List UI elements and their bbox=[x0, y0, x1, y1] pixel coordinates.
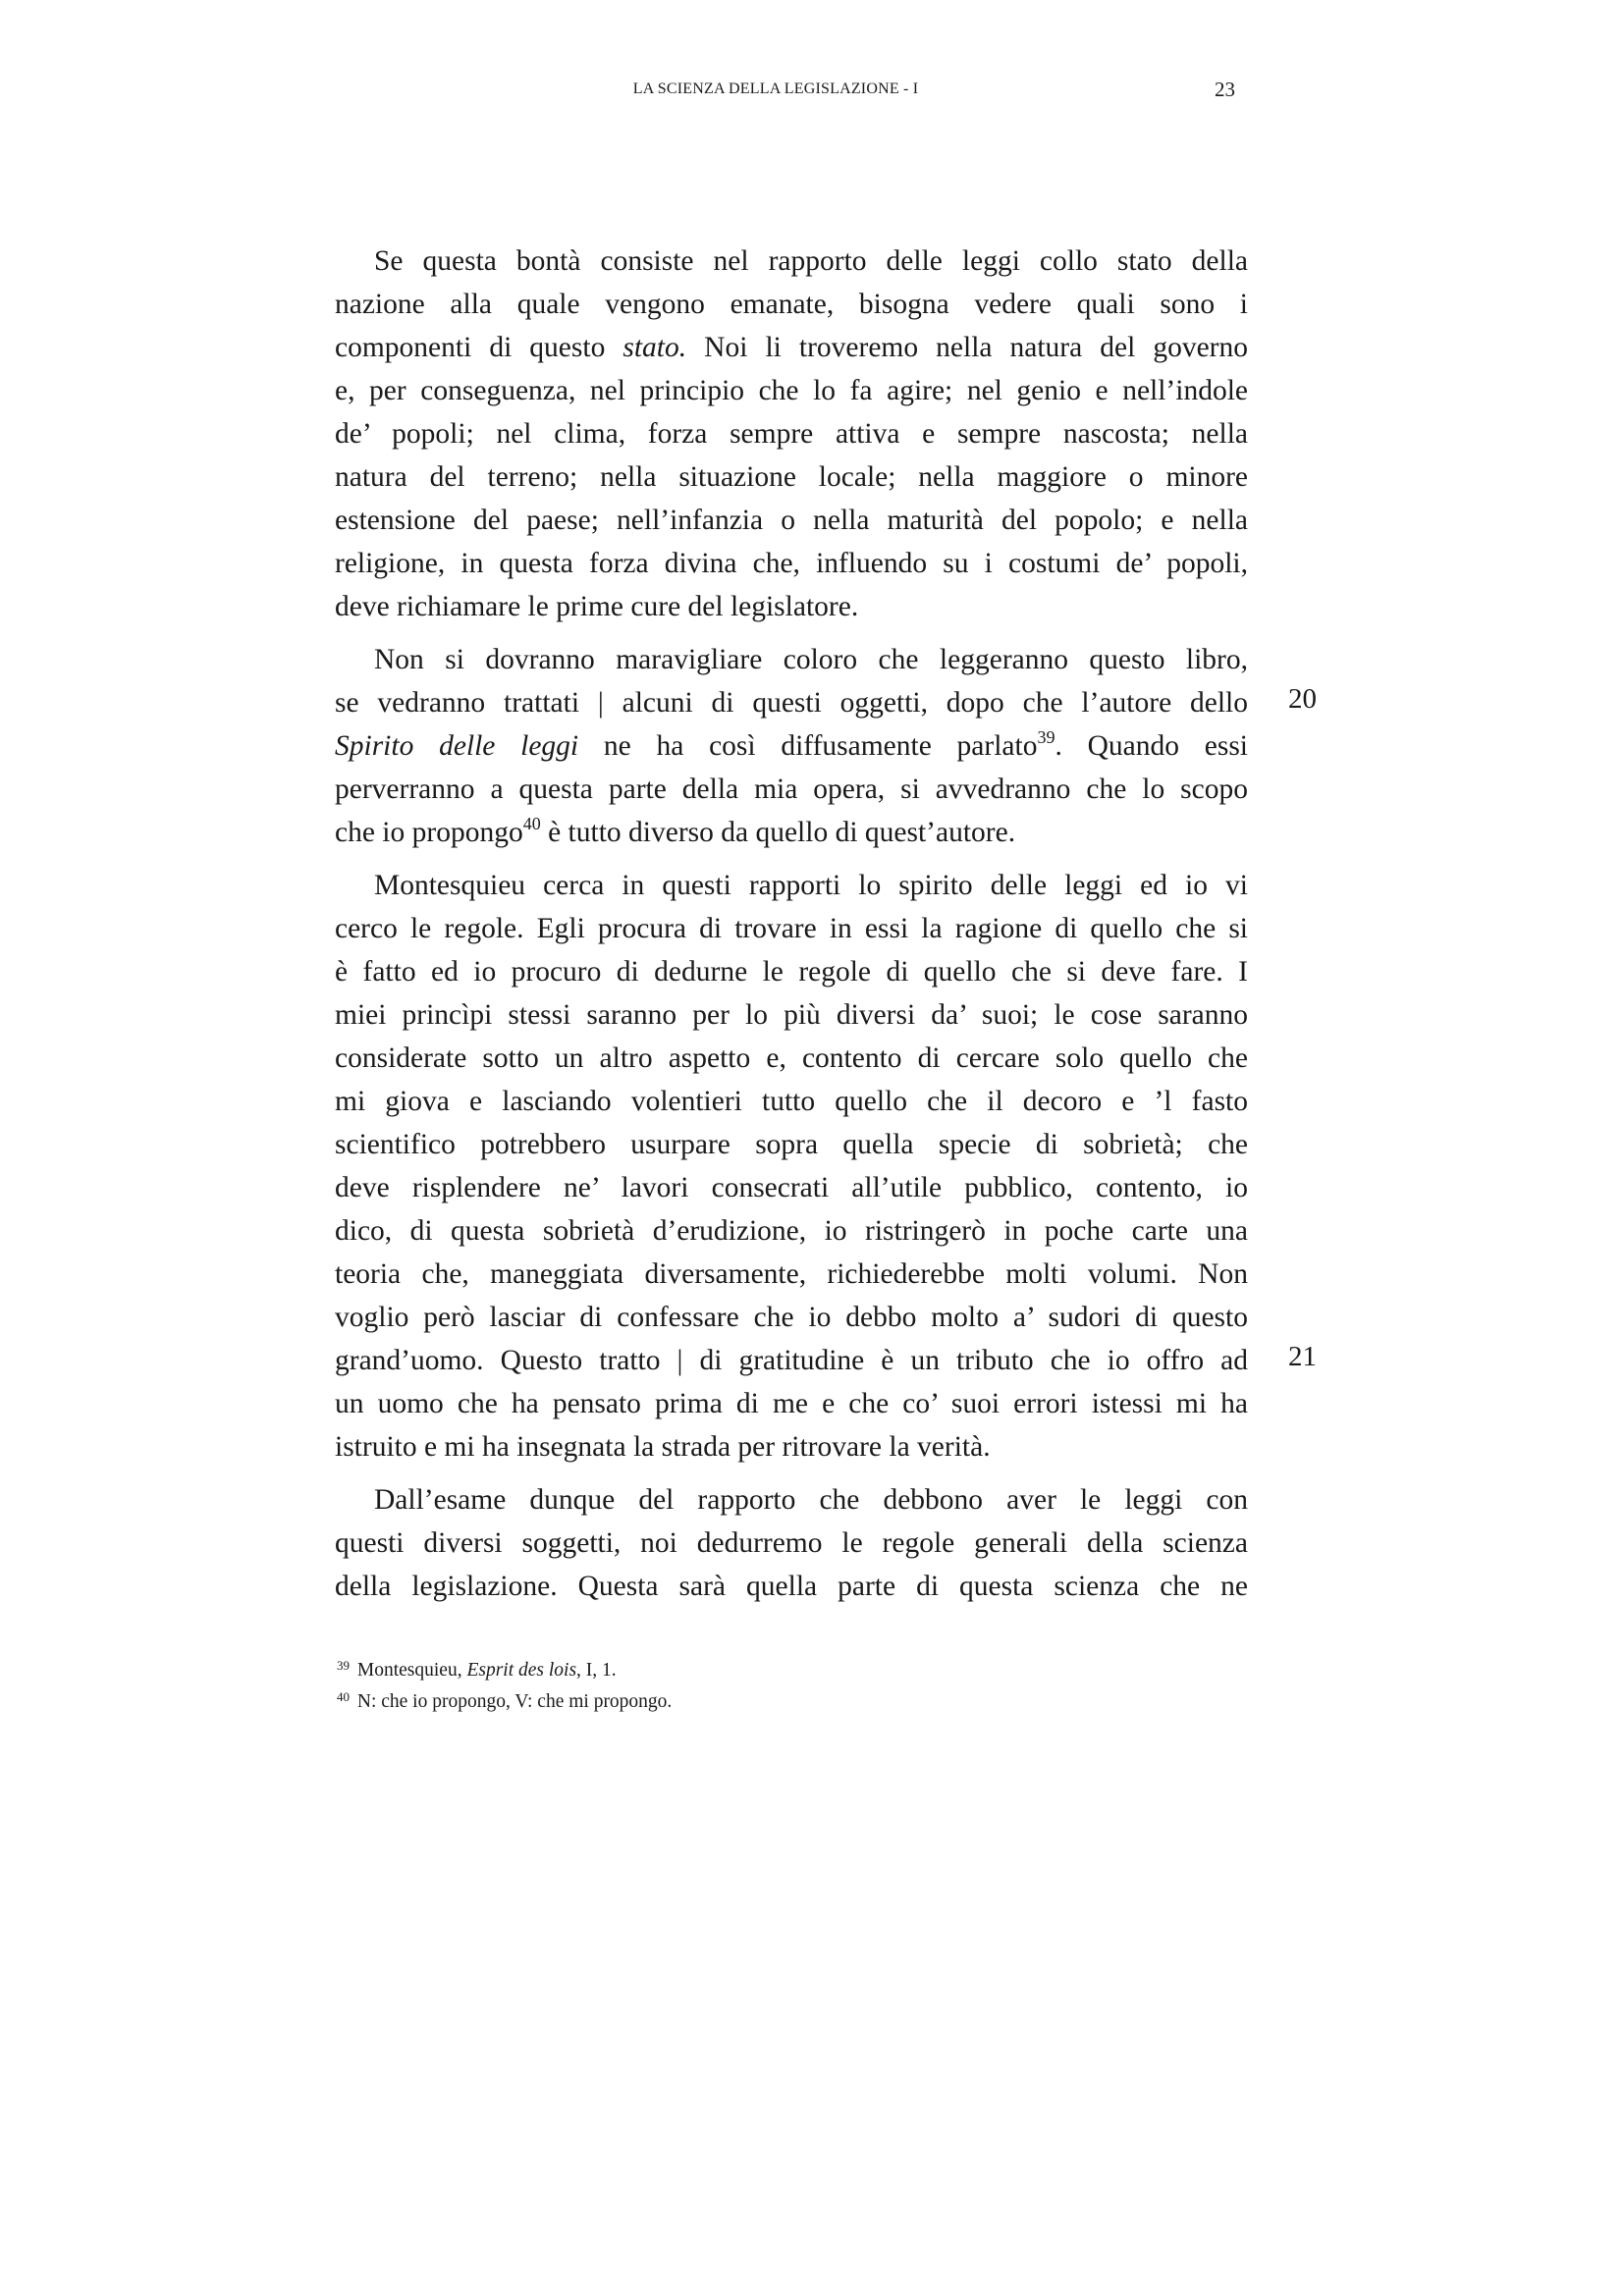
text-run: componenti di questo bbox=[335, 332, 606, 363]
paragraph-3-line-1: Montesquieu cerca in questi rapporti lo spirito delle leggi ed io vi bbox=[374, 870, 1248, 901]
paragraph-3-line-5: considerate sotto un altro aspetto e, contento di cercare solo quello che bbox=[335, 1042, 1248, 1074]
margin-number: 20 bbox=[1288, 683, 1317, 715]
paragraph-2-line-3 bbox=[335, 724, 1248, 768]
paragraph-2-line-5 bbox=[335, 811, 1248, 854]
running-head bbox=[324, 78, 1235, 106]
paragraph-1-line-1: Se questa bontà consiste nel rapporto delle leggi collo stato della bbox=[374, 245, 1248, 277]
paragraph-3-line-12: grand’uomo. Questo tratto | di gratitudine è un tributo che io offro ad bbox=[335, 1345, 1248, 1376]
paragraph-3-line-4: miei princìpi stessi saranno per lo più diversi da’ suoi; le cose saranno bbox=[335, 999, 1248, 1031]
paragraph-3-line-3: è fatto ed io procuro di dedurne le regole di quello che si deve fare. I bbox=[335, 956, 1248, 988]
paragraph-1-line-5: de’ popoli; nel clima, forza sempre attiva e sempre nascosta; nella bbox=[335, 418, 1248, 450]
paragraph-4-line-1: Dall’esame dunque del rapporto che debbono aver le leggi con bbox=[374, 1484, 1248, 1516]
text-run: che io propongo bbox=[335, 817, 523, 848]
footnote-text: Montesquieu, bbox=[352, 1660, 467, 1681]
paragraph-1-line-9: deve richiamare le prime cure del legislatore. bbox=[335, 591, 859, 622]
paragraph-4-line-2: questi diversi soggetti, noi dedurremo le regole generali della scienza bbox=[335, 1527, 1248, 1559]
paragraph-3-line-14: istruito e mi ha insegnata la strada per ritrovare la verità. bbox=[335, 1431, 991, 1463]
footnote-italic-title: Esprit des lois bbox=[466, 1660, 577, 1681]
footnote-mark: 40 bbox=[337, 1689, 350, 1704]
paragraph-1-line-8: religione, in questa forza divina che, influendo su i costumi de’ popoli, bbox=[335, 548, 1248, 579]
paragraph-3-line-7: scientifico potrebbero usurpare sopra quella specie di sobrietà; che bbox=[335, 1129, 1248, 1160]
text-run: Noi li troveremo nella natura del governo bbox=[704, 332, 1249, 363]
italic-term: stato. bbox=[622, 332, 687, 363]
running-title: LA SCIENZA DELLA LEGISLAZIONE - I bbox=[632, 80, 919, 97]
footnote-text: N: che io propongo, V: che mi propongo. bbox=[352, 1691, 673, 1712]
footnote-mark: 39 bbox=[337, 1658, 350, 1673]
paragraph-1-line-7: estensione del paese; nell’infanzia o nella maturità del popolo; e nella bbox=[335, 505, 1248, 536]
paragraph-1-line-2: nazione alla quale vengono emanate, bisogna vedere quali sono i bbox=[335, 289, 1248, 320]
footnote-ref-39: 39 bbox=[1037, 727, 1055, 747]
paragraph-3-line-13: un uomo che ha pensato prima di me e che co’ suoi errori istessi mi ha bbox=[335, 1388, 1248, 1419]
italic-title: Spirito delle leggi bbox=[335, 730, 579, 762]
page-number: 23 bbox=[1215, 78, 1235, 101]
paragraph-4-line-3: della legislazione. Questa sarà quella parte di questa scienza che ne bbox=[335, 1571, 1248, 1602]
text-run: . Quando essi bbox=[1055, 730, 1248, 762]
footnote-text: , I, 1. bbox=[576, 1660, 617, 1681]
paragraph-2-line-2: se vedranno trattati | alcuni di questi oggetti, dopo che l’autore dello bbox=[335, 687, 1248, 719]
footnote-40 bbox=[337, 1682, 672, 1717]
footnote-39 bbox=[337, 1651, 617, 1685]
paragraph-1-line-4: e, per conseguenza, nel principio che lo fa agire; nel genio e nell’indole bbox=[335, 375, 1248, 406]
paragraph-3-line-6: mi giova e lasciando volentieri tutto quello che il decoro e ’l fasto bbox=[335, 1086, 1248, 1117]
paragraph-1-line-6: natura del terreno; nella situazione locale; nella maggiore o minore bbox=[335, 461, 1248, 493]
paragraph-3-line-8: deve risplendere ne’ lavori consecrati all’utile pubblico, contento, io bbox=[335, 1172, 1248, 1203]
paragraph-2-line-1: Non si dovranno maravigliare coloro che leggeranno questo libro, bbox=[374, 644, 1248, 675]
paragraph-1-line-3 bbox=[335, 326, 1248, 369]
paragraph-2-line-4: perverranno a questa parte della mia opera, si avvedranno che lo scopo bbox=[335, 774, 1248, 805]
footnote-ref-40: 40 bbox=[522, 814, 541, 833]
paragraph-3-line-2: cerco le regole. Egli procura di trovare in essi la ragione di quello che si bbox=[335, 913, 1248, 944]
margin-number: 21 bbox=[1288, 1341, 1317, 1372]
text-run: è tutto diverso da quello di quest’autore. bbox=[540, 817, 1016, 848]
text-run: ne ha così diffusamente parlato bbox=[603, 730, 1038, 762]
paragraph-3-line-9: dico, di questa sobrietà d’erudizione, io ristringerò in poche carte una bbox=[335, 1215, 1248, 1247]
paragraph-3-line-10: teoria che, maneggiata diversamente, richiederebbe molti volumi. Non bbox=[335, 1258, 1248, 1290]
paragraph-3-line-11: voglio però lasciar di confessare che io debbo molto a’ sudori di questo bbox=[335, 1302, 1248, 1333]
